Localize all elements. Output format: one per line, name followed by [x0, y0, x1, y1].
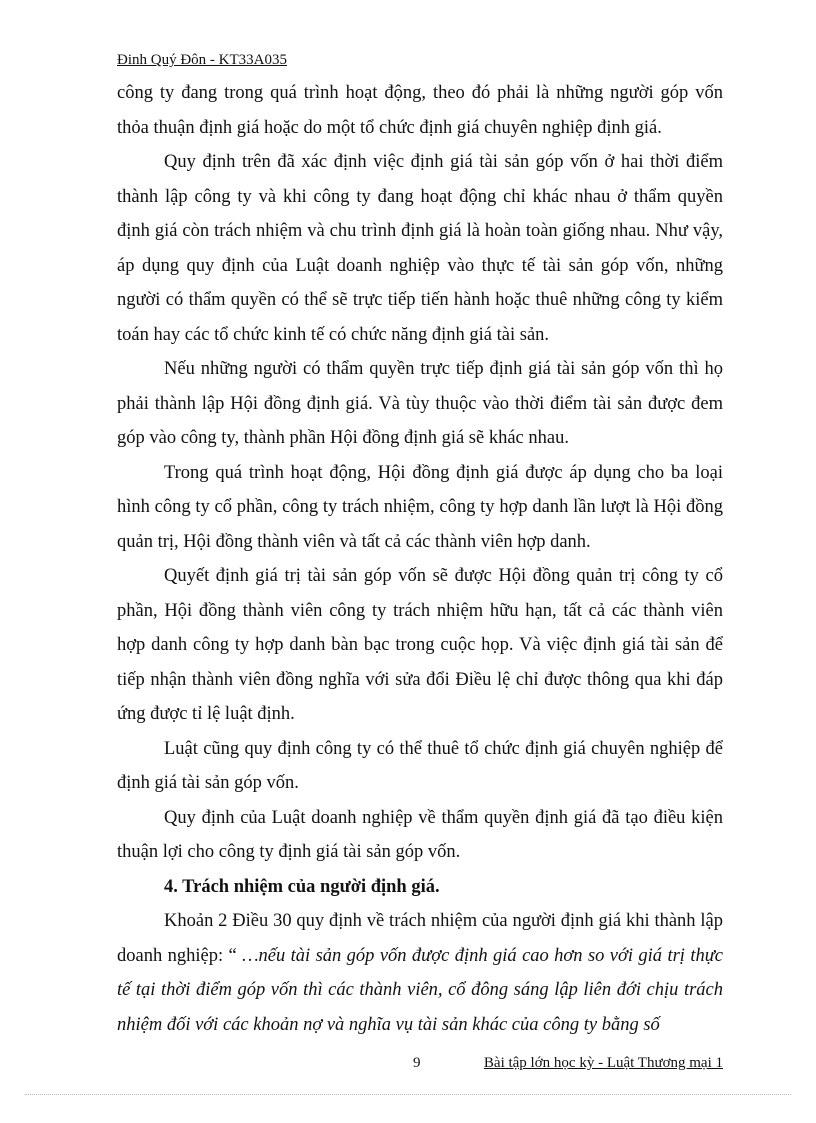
page-header-author: Đinh Quý Đôn - KT33A035	[117, 52, 287, 68]
legal-quote: …nếu tài sản góp vốn được định giá cao hơn so với giá trị thực tế tại thời điểm góp vốn thì các thành viên, cổ đông sáng lập liên đới chịu trách nhiệm đối với các khoản nợ và nghĩa vụ tài sản khác của công ty bằng số	[117, 945, 724, 1035]
footer-course-title: Bài tập lớn học kỳ - Luật Thương mại 1	[483, 1055, 723, 1071]
paragraph-lead: Khoản 2 Điều 30 quy định về trách nhiệm của người định giá khi thành lập doanh nghiệp: “	[117, 911, 723, 966]
section-heading: 4. Trách nhiệm của người định giá.	[164, 876, 440, 897]
paragraph: Quy định trên đã xác định việc định giá tài sản góp vốn ở hai thời điểm thành lập công ty và khi công ty đang hoạt động chỉ khác nhau ở thẩm quyền định giá còn trách nhiệm và chu trình định giá là hoàn toàn giống nhau. Như vậy, áp dụng quy định của Luật doanh nghiệp vào thực tế tài sản góp vốn, những người có thẩm quyền có thể sẽ trực tiếp tiến hành hoặc thuê những công ty kiểm toán hay các tổ chức kinh tế có chức năng định giá tài sản.	[117, 152, 723, 345]
document-body	[117, 76, 723, 1042]
paragraph: Trong quá trình hoạt động, Hội đồng định giá được áp dụng cho ba loại hình công ty cổ phần, công ty trách nhiệm, công ty hợp danh lần lượt là Hội đồng quản trị, Hội đồng thành viên và tất cả các thành viên hợp danh.	[117, 462, 723, 552]
paragraph-continuation: công ty đang trong quá trình hoạt động, theo đó phải là những người góp vốn thỏa thuận định giá hoặc do một tổ chức định giá chuyên nghiệp định giá.	[117, 83, 723, 138]
paragraph: Luật cũng quy định công ty có thể thuê tổ chức định giá chuyên nghiệp để định giá tài sản góp vốn.	[117, 738, 723, 793]
page-number: 9	[413, 1055, 421, 1071]
paragraph-with-quote	[117, 904, 723, 1042]
page-bottom-divider	[25, 1094, 791, 1095]
paragraph: Quy định của Luật doanh nghiệp về thẩm quyền định giá đã tạo điều kiện thuận lợi cho công ty định giá tài sản góp vốn.	[117, 807, 723, 862]
paragraph: Quyết định giá trị tài sản góp vốn sẽ được Hội đồng quản trị công ty cổ phần, Hội đồng thành viên công ty trách nhiệm hữu hạn, tất cả các thành viên hợp danh công ty hợp danh bàn bạc trong cuộc họp. Và việc định giá tài sản để tiếp nhận thành viên đồng nghĩa với sửa đổi Điều lệ chỉ được thông qua khi đáp ứng được tỉ lệ luật định.	[117, 566, 723, 724]
paragraph: Nếu những người có thẩm quyền trực tiếp định giá tài sản góp vốn thì họ phải thành lập Hội đồng định giá. Và tùy thuộc vào thời điểm tài sản được đem góp vào công ty, thành phần Hội đồng định giá sẽ khác nhau.	[117, 359, 723, 448]
